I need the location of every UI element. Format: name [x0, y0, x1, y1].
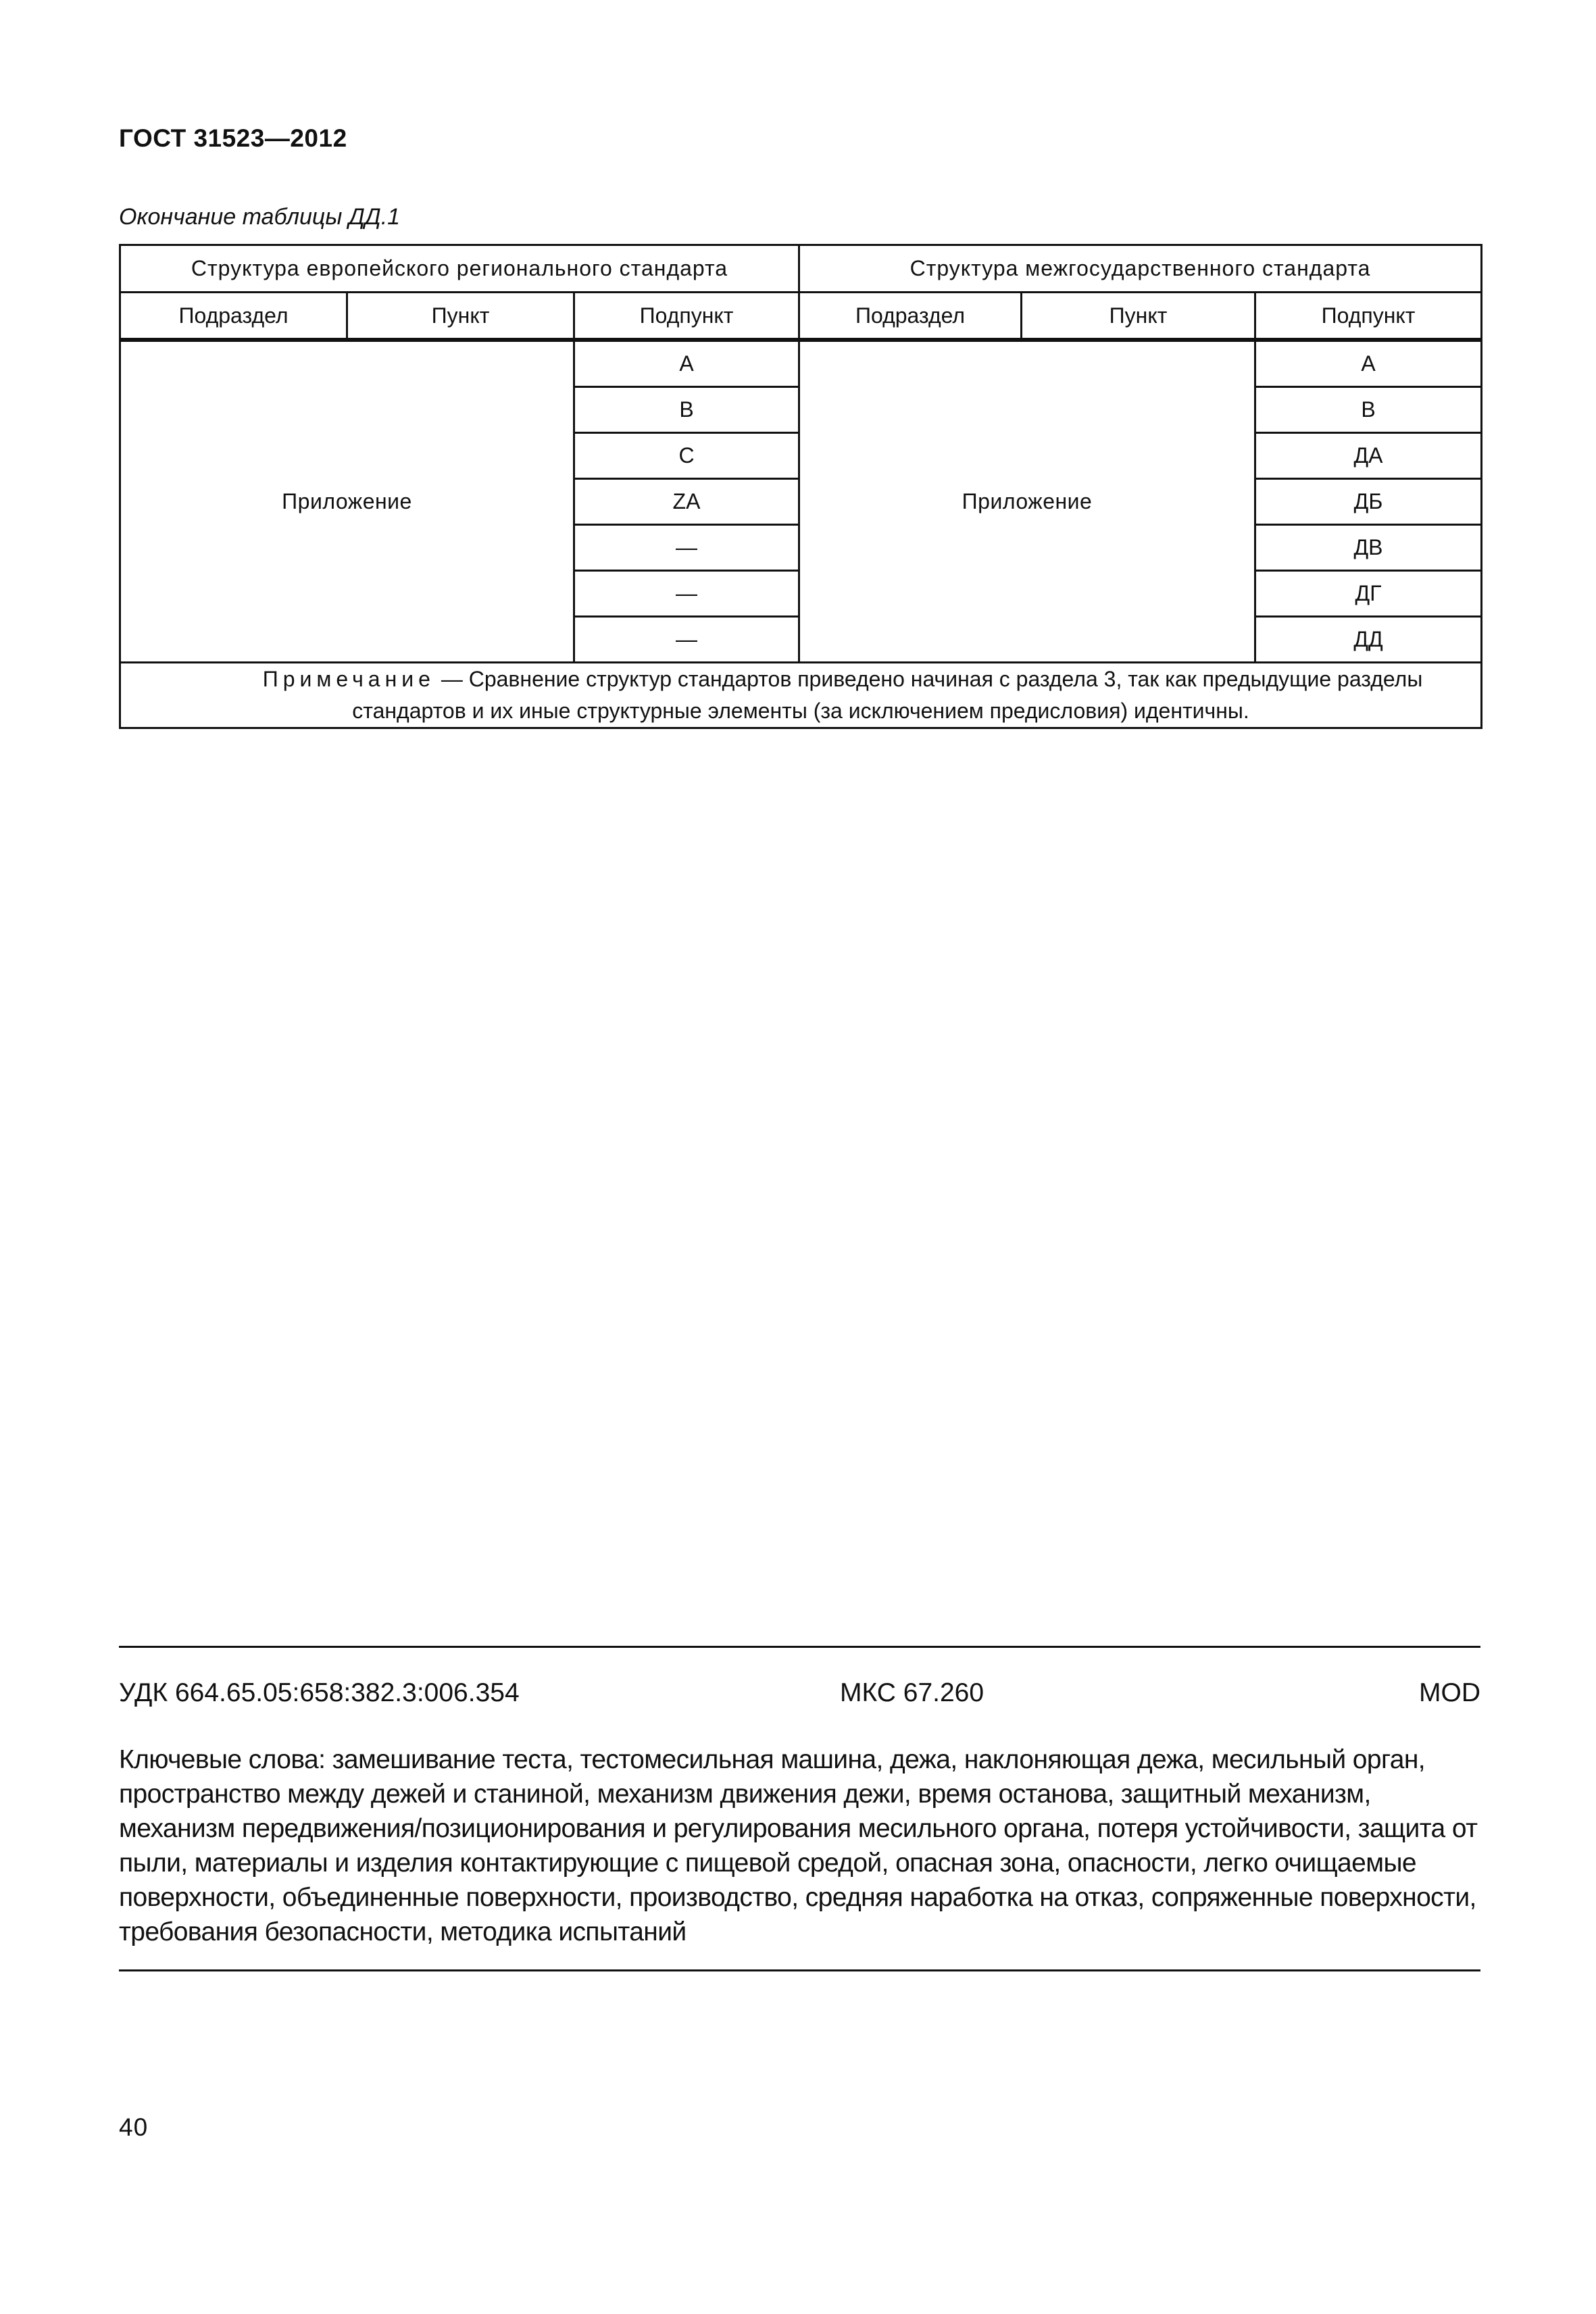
mod-label: MOD — [1419, 1678, 1480, 1707]
structure-comparison-table — [119, 244, 1482, 729]
column-header: Подраздел — [799, 293, 1022, 341]
footer-top-rule — [119, 1646, 1480, 1648]
right-subitem: ДГ — [1255, 571, 1482, 617]
right-subitem: ДВ — [1255, 525, 1482, 571]
column-header: Подпункт — [574, 293, 799, 341]
right-annex-cell: Приложение — [799, 340, 1255, 663]
column-header: Подпункт — [1255, 293, 1482, 341]
right-subitem: В — [1255, 387, 1482, 433]
mks-code: МКС 67.260 — [840, 1678, 984, 1707]
right-subitem: А — [1255, 340, 1482, 387]
left-subitem: ZA — [574, 479, 799, 525]
right-subitem: ДД — [1255, 617, 1482, 663]
udc-code: УДК 664.65.05:658:382.3:006.354 — [119, 1678, 520, 1707]
group-header-european: Структура европейского регионального стандарта — [120, 245, 799, 293]
note-label: Примечание — [262, 667, 435, 691]
left-subitem: A — [574, 340, 799, 387]
left-subitem: — — [574, 571, 799, 617]
page-number: 40 — [119, 2113, 149, 2141]
column-header: Пункт — [1022, 293, 1255, 341]
table-note — [120, 663, 1482, 728]
footer-bottom-rule — [119, 1969, 1480, 1971]
right-subitem: ДБ — [1255, 479, 1482, 525]
keywords-paragraph: Ключевые слова: замешивание теста, тестомесильная машина, дежа, наклоняющая дежа, месильный орган, пространство между дежей и станиной, механизм движения дежи, время останова, защитный механизм, механизм передвижения/позиционирования и регулирования месильного органа, потеря устойчивости, защита от пыли, материалы и изделия контактирующие с пищевой средой, опасная зона, опасности, легко очищаемые поверхности, объединенные поверхности, производство, средняя наработка на отказ, сопряженные поверхности, требования безопасности, методика испытаний — [119, 1745, 1478, 1946]
left-subitem: B — [574, 387, 799, 433]
left-annex-cell: Приложение — [120, 340, 574, 663]
left-subitem: — — [574, 525, 799, 571]
note-text: — Сравнение структур стандартов приведено начиная с раздела 3, так как предыдущие разделы стандартов и их иные структурные элементы (за исключением предисловия) идентичны. — [352, 667, 1423, 723]
group-header-interstate: Структура межгосударственного стандарта — [799, 245, 1482, 293]
right-subitem: ДА — [1255, 433, 1482, 479]
table-caption: Окончание таблицы ДД.1 — [119, 204, 401, 230]
left-subitem: — — [574, 617, 799, 663]
column-header: Подраздел — [120, 293, 347, 341]
classification-row — [119, 1678, 1480, 1712]
column-header: Пункт — [347, 293, 574, 341]
left-subitem: C — [574, 433, 799, 479]
document-code: ГОСТ 31523—2012 — [119, 124, 347, 152]
